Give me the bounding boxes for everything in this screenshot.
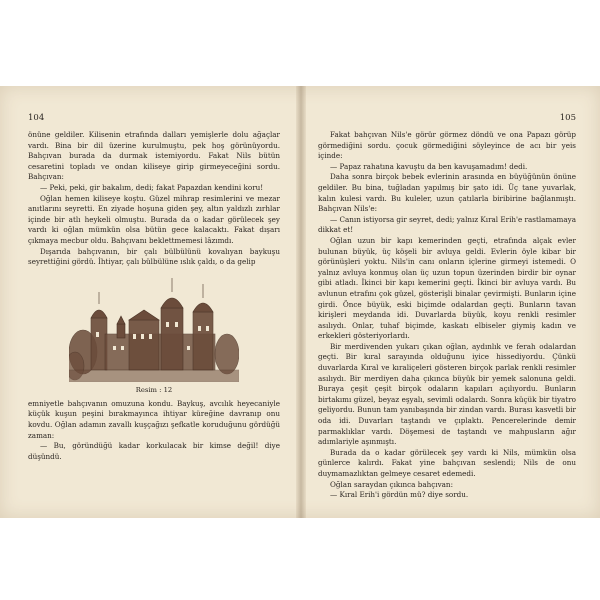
right-paragraph-2: — Papaz rahatına kavuştu da ben kavuşamadım! dedi. (330, 161, 528, 171)
castle-drawing (69, 274, 239, 382)
page-number-left: 104 (28, 113, 45, 123)
right-paragraph-5: Oğlan uzun bir kapı kemerinden geçti, etrafında alçak evler bulunan büyük, üç köşeli bir avluya geldi. Evlerin öyle kibar bir görünüşleri yoktu. Nils'in canı onların içlerine girmeyi istemedi. O yalnız avluya konmuş olan üç uzun topun üzerinden birdir bir oynar gibi atladı. İkinci bir kapı kemerini geçti. İkinci bir avluya vardı. Bu avlunun etrafını çok güzel, gösterişli binalar çevirmişti. Bunların içine girdi. Önce büyük, eski biçimde odalardan geçti. Bunların tavan kirişleri meydanda idi. Duvarlarda büyük, koyu renkli resimler asılıydı. Onlar, tuhaf biçimde, kaskatı elbiseler giymiş kadın ve erkekleri gösteriyorlardı. (318, 235, 576, 341)
book-gutter (296, 86, 306, 518)
right-paragraph-8: Oğlan saraydan çıkınca bahçıvan: (330, 479, 453, 489)
left-paragraph-1: önüne geldiler. Kilisenin etrafında dalları yemişlerle dolu ağaçlar vardı. Bina bir dil üzerine kurulmuştu, pek hoş görünüyordu. Bahçıvan burada da durmak istemiyordu. Fakat Nils bütün cesaretini topladı ve ondan kiliseye girip girmeyeceğini sordu. Bahçıvan: (28, 130, 280, 182)
right-paragraph-9: — Kıral Erih'i gördün mü? diye sordu. (330, 490, 469, 500)
left-paragraph-6: — Bu, göründüğü kadar korkulacak bir kimse değil! diye düşündü. (28, 441, 280, 461)
right-paragraph-1: Fakat bahçıvan Nils'e görür görmez döndü ve ona Papazı görüp görmediğini sordu. çocuk görmediğini söyleyince de acı bir yeis içinde: (318, 130, 576, 161)
left-paragraph-5: emniyetle bahçıvanın omuzuna kondu. Baykuş, avcılık heyecaniyle küçük kuşun peşini bırakmayınca ihtiyar küreğine davranıp onu kovdu. Oğlan adamın zavallı kuşçağızı şefkatle koruduğunu gördüğü zaman: (28, 398, 280, 440)
left-paragraph-3: Oğlan hemen kiliseye koştu. Güzel mihrap resimlerini ve mezar anıtlarını seyretti. En ziyade hoşuna giden şey, altın yaldızlı zırhlar içinde bir atlı heykeli olmuştu. Burada da o kadar görülecek şey vardı ki oğlan mümkün olsa bütün gece kalacaktı. Fakat dışarı çıkmaya mecbur oldu. Bahçıvanı beklettmemesi lâzımdı. (28, 193, 280, 245)
right-page (318, 112, 576, 508)
right-paragraph-4: — Canın istiyorsa gir seyret, dedi; yalnız Kıral Erih'e rastlamamaya dikkat et! (318, 214, 576, 235)
figure-caption: Resim : 12 (135, 385, 173, 394)
right-paragraph-3: Daha sonra birçok bebek evlerinin arasında en büyüğünün önüne geldiler. Bu bina, tuğladan yapılmış bir şato idi. Üç tane yuvarlak, kalın kulesi vardı. Bu kuleler, uzun çatılarla biribirine bağlanmıştı. Bahçıvan Nils'e: (318, 172, 576, 214)
left-paragraph-2: — Peki, peki, gir bakalım, dedi; fakat Papazdan kendini koru! (40, 182, 264, 192)
right-paragraph-6: Bir merdivenden yukarı çıkan oğlan, aydınlık ve ferah odalardan geçti. Bir kıral sarayında olduğunu iyice hissediyordu. Çünkü duvarlarda Kıral ve kıraliçeleri gösteren birçok parlak renkli resimler asılıydı. Bir merdiyen daha çıkınca büyük bir yemek salonuna geldi. Buraya çeşit çeşit birçok odaların kapıları açılıyordu. Bunların birtakımı güzel, beyaz eşyalı, sevimli odalardı. Sonra küçük bir tiyatro geliyordu. Bunun tam yanıbaşında bir zindan vardı. Burası kasvetli bir oda idi. Duvarları taştandı ve çıplaktı. Pencerelerinde demir parmaklıklar vardı. Döşemesi de taştandı ve mahpusların ağır adımlariyle aşınmıştı. (318, 341, 576, 447)
castle-illustration (28, 274, 280, 382)
page-number-right: 105 (559, 113, 576, 123)
left-paragraph-4: Dışarıda bahçıvanın, bir çalı bülbülünü kovalıyan baykuşu seyrettiğini gördü. İhtiyar, çalı bülbülüne ıslık çaldı, o da gelip (28, 246, 280, 267)
left-page (28, 112, 280, 508)
right-paragraph-7: Burada da o kadar görülecek şey vardı ki Nils, mümkün olsa günlerce kalırdı. Fakat yine bahçıvan seslendi; Nils de onu duymamazlıktan gelmeye cesaret edemedi. (318, 447, 576, 478)
